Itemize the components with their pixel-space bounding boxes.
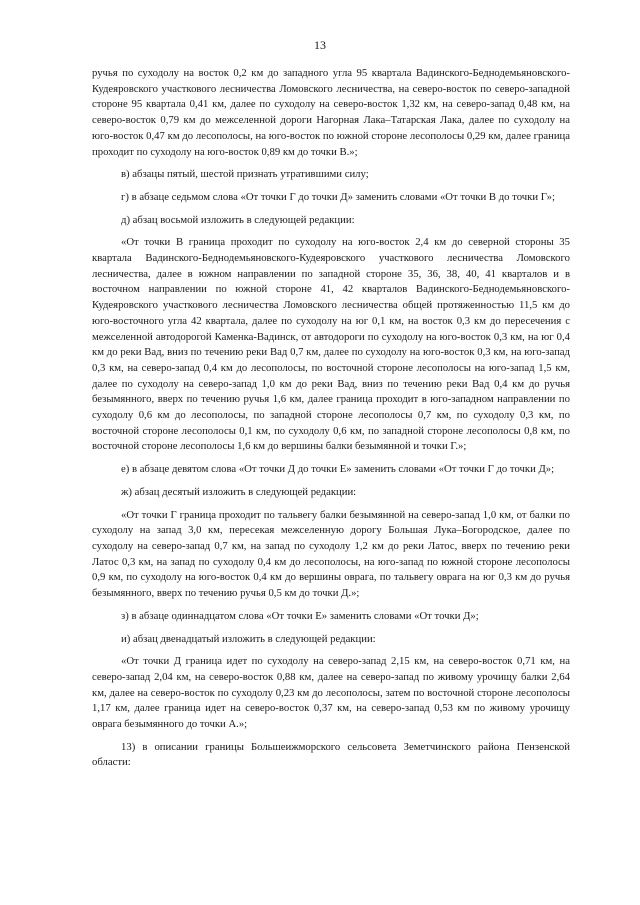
paragraph-item-z: з) в абзаце одиннадцатом слова «От точки Е» заменить словами «От точки Д»; xyxy=(121,609,479,622)
paragraph-item-g: г) в абзаце седьмом слова «От точки Г до точки Д» заменить словами «От точки В до точки Г»; xyxy=(121,190,555,203)
paragraph-quote-point-v: «От точки В граница проходит по суходолу на юго-восток 2,4 км до северной стороны 35 квартала Вадинского-Беднодемьяновского-Кудеяровского участкового лесничества Ломовского лесничества, далее в южном направлении по западной стороне 35, 36, 38, 40, 41 кварталов и в восточном направлении по южной стороне 41, 42 кварталов Вадинского-Беднодемьяновского-Кудеяровского участкового лесничества Ломовского лесничества общей протяженностью 11,5 км до юго-восточного угла 42 квартала, далее по суходолу на юг 0,1 км, на восток 0,3 км до пересечения с межселенной автодорогой Каменка-Вадинск, от автодороги по суходолу на юго-восток 0,3 км, на юг 0,4 км до реки Вад, вниз по течению реки Вад 0,7 км, далее по суходолу на юго-восток 0,3 км, на юго-запад 0,3 км, на северо-запад 0,4 км до лесополосы, по восточной стороне лесополосы на юго-запад 1,5 км, далее по суходолу на северо-запад 1,0 км до реки Вад, вниз по течению реки Вад 0,4 км до ручья безымянного, вверх по течению ручья 1,6 км, далее граница проходит в юго-западном направлении по суходолу 0,6 км до лесополосы, по западной стороне лесополосы 0,7 км, по суходолу 0,3 км, по восточной стороне лесополосы 0,1 км, по суходолу 0,6 км, по западной стороне лесополосы 0,8 км, по восточной стороне лесополосы 1,6 км до вершины балки безымянной и точки Г.»; xyxy=(92,236,570,453)
paragraph-quote-point-d: «От точки Д граница идет по суходолу на северо-запад 2,15 км, на северо-восток 0,71 км, на северо-запад 2,04 км, на северо-восток 0,88 км, далее на северо-запад по живому урочищу балки 2,64 км, далее на северо-восток по суходолу 0,23 км до лесополосы, затем по восточной стороне лесополосы 1,17 км, далее граница идет на северо-восток 0,37 км, на северо-запад 0,53 км по живому урочищу оврага безымянного до точки А.»; xyxy=(92,655,570,731)
paragraph-continuation: ручья по суходолу на восток 0,2 км до западного угла 95 квартала Вадинского-Беднодемьяновского-Кудеяровского участкового лесничества Ломовского лесничества, на северо-восток по северо-западной стороне 95 квартала 0,41 км, далее по суходолу на северо-восток 1,32 км, на северо-запад 0,48 км, на северо-восток 0,79 км до межселенной дороги Нагорная Лака–Татарская Лака, далее по суходолу на юго-восток 0,47 км до лесополосы, на юго-восток по южной стороне лесополосы 0,29 км, далее граница проходит по суходолу на юго-восток 0,89 км до точки В.»; xyxy=(92,67,570,158)
paragraph-item-e: е) в абзаце девятом слова «От точки Д до точки Е» заменить словами «От точки Г до точки Д»; xyxy=(121,463,555,476)
paragraph-item-zh: ж) абзац десятый изложить в следующей редакции: xyxy=(121,485,357,498)
paragraph-item-13: 13) в описании границы Большеижморского сельсовета Земетчинского района Пензенской области: xyxy=(92,740,570,769)
paragraph-quote-point-g: «От точки Г граница проходит по тальвегу балки безымянной на северо-запад 1,0 км, от балки по суходолу на запад 3,0 км, пересекая межселенную дорогу Большая Лука–Богородское, далее по суходолу на северо-запад 0,7 км, на запад по суходолу 1,2 км до реки Латос, вверх по течению реки Латос 0,3 км, на запад по суходолу 0,4 км до лесополосы, на юго-запад по южной стороне лесополосы 0,9 км, по суходолу на юго-восток 0,4 км до вершины оврага, по тальвегу оврага на юг 0,3 км до ручья безымянного, вверх по течению ручья 0,5 км до точки Д.»; xyxy=(92,508,570,600)
paragraph-item-v: в) абзацы пятый, шестой признать утратившими силу; xyxy=(121,168,369,181)
paragraph-item-d: д) абзац восьмой изложить в следующей редакции: xyxy=(121,213,355,226)
paragraph-item-i: и) абзац двенадцатый изложить в следующей редакции: xyxy=(121,632,376,645)
document-body xyxy=(92,66,570,778)
page-number: 13 xyxy=(314,38,326,52)
